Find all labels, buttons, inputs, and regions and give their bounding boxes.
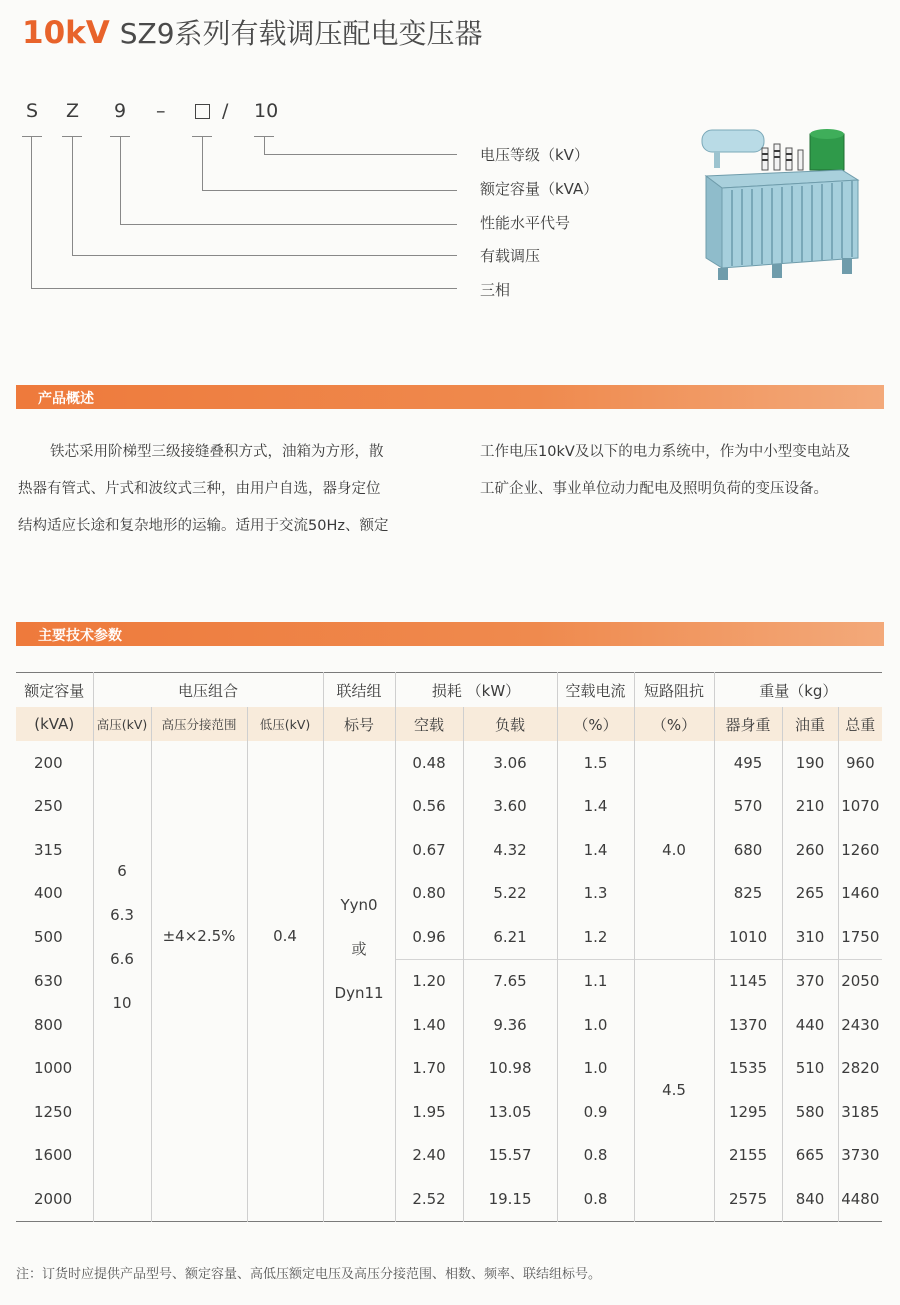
hdr-capacity: 额定容量 xyxy=(16,673,93,708)
cell-total-weight: 3730 xyxy=(841,1146,880,1165)
cell-total-weight: 960 xyxy=(845,753,875,772)
cell-body-weight: 825 xyxy=(714,872,782,916)
code-slash: / xyxy=(222,100,229,122)
overview-line: 铁芯采用阶梯型三级接缝叠积方式，油箱为方形，散 xyxy=(50,444,384,460)
hdr-no-load: 空载 xyxy=(395,707,463,741)
hdr-impedance: 短路阻抗 xyxy=(634,673,714,708)
cell-body-weight: 495 xyxy=(714,741,782,785)
cell-capacity: 630 xyxy=(16,959,93,1003)
cell-capacity: 500 xyxy=(16,915,93,959)
cell-load: 6.21 xyxy=(463,915,557,959)
cell-body-weight: 1010 xyxy=(714,915,782,959)
cell-load: 3.60 xyxy=(463,785,557,829)
cell-no-load-current: 0.8 xyxy=(557,1177,634,1221)
cell-impedance: 4.5 xyxy=(634,959,714,1221)
hdr-no-load-current: 空载电流 xyxy=(557,673,634,708)
cell-load: 9.36 xyxy=(463,1003,557,1047)
cell-capacity: 400 xyxy=(16,872,93,916)
cell-oil-weight: 260 xyxy=(782,828,838,872)
overview-line: 结构适应长途和复杂地形的运输。适用于交流50Hz、额定 xyxy=(18,518,389,534)
cell-total-weight: 2820 xyxy=(841,1059,880,1078)
cell-no-load-current: 1.5 xyxy=(557,741,634,785)
transformer-illustration xyxy=(692,118,864,298)
cell-no-load-current: 1.1 xyxy=(557,959,634,1003)
cell-hv xyxy=(93,741,151,1221)
hv-value: 6 xyxy=(117,862,127,880)
title-voltage: 10kV xyxy=(22,15,110,51)
hdr-loss: 损耗 （kW） xyxy=(395,673,557,708)
cell-capacity: 1250 xyxy=(16,1090,93,1134)
cell-body-weight: 2155 xyxy=(714,1134,782,1178)
hdr-weight: 重量（kg） xyxy=(759,681,838,700)
hv-value: 6.3 xyxy=(110,906,134,924)
conn-value: Dyn11 xyxy=(334,984,384,1002)
cell-total-weight: 1260 xyxy=(841,840,880,859)
hdr-tap-range: 高压分接范围 xyxy=(151,707,247,741)
conn-value: Yyn0 xyxy=(340,896,378,914)
hdr-voltage-combo: 电压组合 xyxy=(93,673,323,708)
cell-total-weight: 1460 xyxy=(841,884,880,903)
legend-three-phase: 三相 xyxy=(480,281,511,299)
hdr-lv: 低压(kV) xyxy=(247,707,323,741)
overview-line: 热器有管式、片式和波纹式三种，由用户自选，器身定位 xyxy=(18,481,381,497)
cell-load: 19.15 xyxy=(463,1177,557,1221)
page-title xyxy=(22,12,483,52)
legend-performance-code: 性能水平代号 xyxy=(480,214,571,232)
cell-tap-range: ±4×2.5% xyxy=(151,741,247,1221)
legend-voltage-class: 电压等级（kV） xyxy=(480,146,589,164)
cell-load: 7.65 xyxy=(463,959,557,1003)
cell-load: 13.05 xyxy=(463,1090,557,1134)
table-row xyxy=(16,741,882,785)
legend-rated-capacity: 额定容量（kVA） xyxy=(480,180,599,198)
cell-total-weight: 4480 xyxy=(841,1189,880,1208)
hdr-conn-group: 联结组 xyxy=(323,673,395,708)
capacity-placeholder-box xyxy=(195,104,210,119)
code-9: 9 xyxy=(114,100,127,122)
code-10: 10 xyxy=(254,100,279,122)
hv-value: 6.6 xyxy=(110,950,134,968)
cell-oil-weight: 370 xyxy=(782,959,838,1003)
cell-no-load-current: 1.4 xyxy=(557,785,634,829)
cell-body-weight: 1145 xyxy=(714,959,782,1003)
cell-oil-weight: 190 xyxy=(782,741,838,785)
cell-total-weight: 1070 xyxy=(841,797,880,816)
cell-load: 3.06 xyxy=(463,741,557,785)
spec-table xyxy=(16,672,882,1222)
cell-no-load: 1.40 xyxy=(395,1003,463,1047)
section-title-params: 主要技术参数 xyxy=(38,628,122,644)
cell-capacity: 1600 xyxy=(16,1134,93,1178)
cell-body-weight: 1370 xyxy=(714,1003,782,1047)
hdr-load: 负载 xyxy=(463,707,557,741)
cell-no-load: 0.48 xyxy=(395,741,463,785)
cell-load: 15.57 xyxy=(463,1134,557,1178)
legend-on-load-tap: 有载调压 xyxy=(480,247,541,265)
cell-oil-weight: 210 xyxy=(782,785,838,829)
hdr-oil-weight: 油重 xyxy=(782,707,838,741)
hdr-conn-label: 标号 xyxy=(323,707,395,741)
code-dash: – xyxy=(156,100,166,122)
code-s: S xyxy=(26,100,39,122)
cell-total-weight: 1750 xyxy=(841,927,880,946)
cell-no-load-current: 0.9 xyxy=(557,1090,634,1134)
cell-no-load-current: 1.0 xyxy=(557,1047,634,1091)
cell-total-weight: 2430 xyxy=(841,1015,880,1034)
cell-oil-weight: 580 xyxy=(782,1090,838,1134)
section-bar-params xyxy=(16,622,884,646)
section-bar-overview xyxy=(16,385,884,409)
cell-oil-weight: 310 xyxy=(782,915,838,959)
cell-oil-weight: 510 xyxy=(782,1047,838,1091)
cell-lv: 0.4 xyxy=(247,741,323,1221)
cell-no-load: 2.52 xyxy=(395,1177,463,1221)
cell-capacity: 315 xyxy=(16,828,93,872)
conn-value: 或 xyxy=(351,940,367,958)
cell-load: 4.32 xyxy=(463,828,557,872)
overview-right-text xyxy=(480,434,850,508)
overview-left-text xyxy=(18,434,388,545)
cell-no-load-current: 1.0 xyxy=(557,1003,634,1047)
hdr-body-weight: 器身重 xyxy=(714,707,782,741)
cell-body-weight: 1535 xyxy=(714,1047,782,1091)
cell-no-load: 1.70 xyxy=(395,1047,463,1091)
cell-no-load-current: 0.8 xyxy=(557,1134,634,1178)
cell-capacity: 250 xyxy=(16,785,93,829)
cell-oil-weight: 840 xyxy=(782,1177,838,1221)
cell-no-load: 0.67 xyxy=(395,828,463,872)
cell-body-weight: 570 xyxy=(714,785,782,829)
hdr-capacity-unit: (kVA) xyxy=(16,707,93,741)
spec-table-body xyxy=(16,741,882,1221)
cell-oil-weight: 665 xyxy=(782,1134,838,1178)
cell-body-weight: 2575 xyxy=(714,1177,782,1221)
cell-body-weight: 1295 xyxy=(714,1090,782,1134)
cell-no-load: 2.40 xyxy=(395,1134,463,1178)
cell-capacity: 800 xyxy=(16,1003,93,1047)
hdr-pct-impedance: （%） xyxy=(634,707,714,741)
hv-value: 10 xyxy=(112,994,132,1012)
cell-capacity: 2000 xyxy=(16,1177,93,1221)
cell-no-load: 0.56 xyxy=(395,785,463,829)
cell-oil-weight: 265 xyxy=(782,872,838,916)
code-z: Z xyxy=(66,100,80,122)
cell-no-load-current: 1.4 xyxy=(557,828,634,872)
title-text: SZ9系列有载调压配电变压器 xyxy=(119,17,483,50)
cell-no-load: 0.96 xyxy=(395,915,463,959)
overview-line: 工作电压10kV及以下的电力系统中，作为中小型变电站及 xyxy=(480,444,851,460)
cell-capacity: 1000 xyxy=(16,1047,93,1091)
cell-no-load-current: 1.3 xyxy=(557,872,634,916)
cell-capacity: 200 xyxy=(16,741,93,785)
cell-load: 5.22 xyxy=(463,872,557,916)
cell-no-load: 1.95 xyxy=(395,1090,463,1134)
cell-no-load: 1.20 xyxy=(395,959,463,1003)
cell-no-load: 0.80 xyxy=(395,872,463,916)
cell-oil-weight: 440 xyxy=(782,1003,838,1047)
section-title-overview: 产品概述 xyxy=(38,391,94,407)
cell-body-weight: 680 xyxy=(714,828,782,872)
cell-total-weight: 2050 xyxy=(838,959,882,1003)
cell-load: 10.98 xyxy=(463,1047,557,1091)
cell-no-load-current: 1.2 xyxy=(557,915,634,959)
hdr-pct-current: （%） xyxy=(557,707,634,741)
cell-total-weight: 3185 xyxy=(841,1102,880,1121)
hdr-hv: 高压(kV) xyxy=(93,707,151,741)
order-note: 注：订货时应提供产品型号、额定容量、高低压额定电压及高压分接范围、相数、频率、联结组标号。 xyxy=(16,1267,602,1282)
cell-impedance: 4.0 xyxy=(634,741,714,959)
overview-line: 工矿企业、事业单位动力配电及照明负荷的变压设备。 xyxy=(480,481,828,497)
cell-conn-group xyxy=(323,741,395,1221)
hdr-total-weight: 总重 xyxy=(838,707,882,741)
